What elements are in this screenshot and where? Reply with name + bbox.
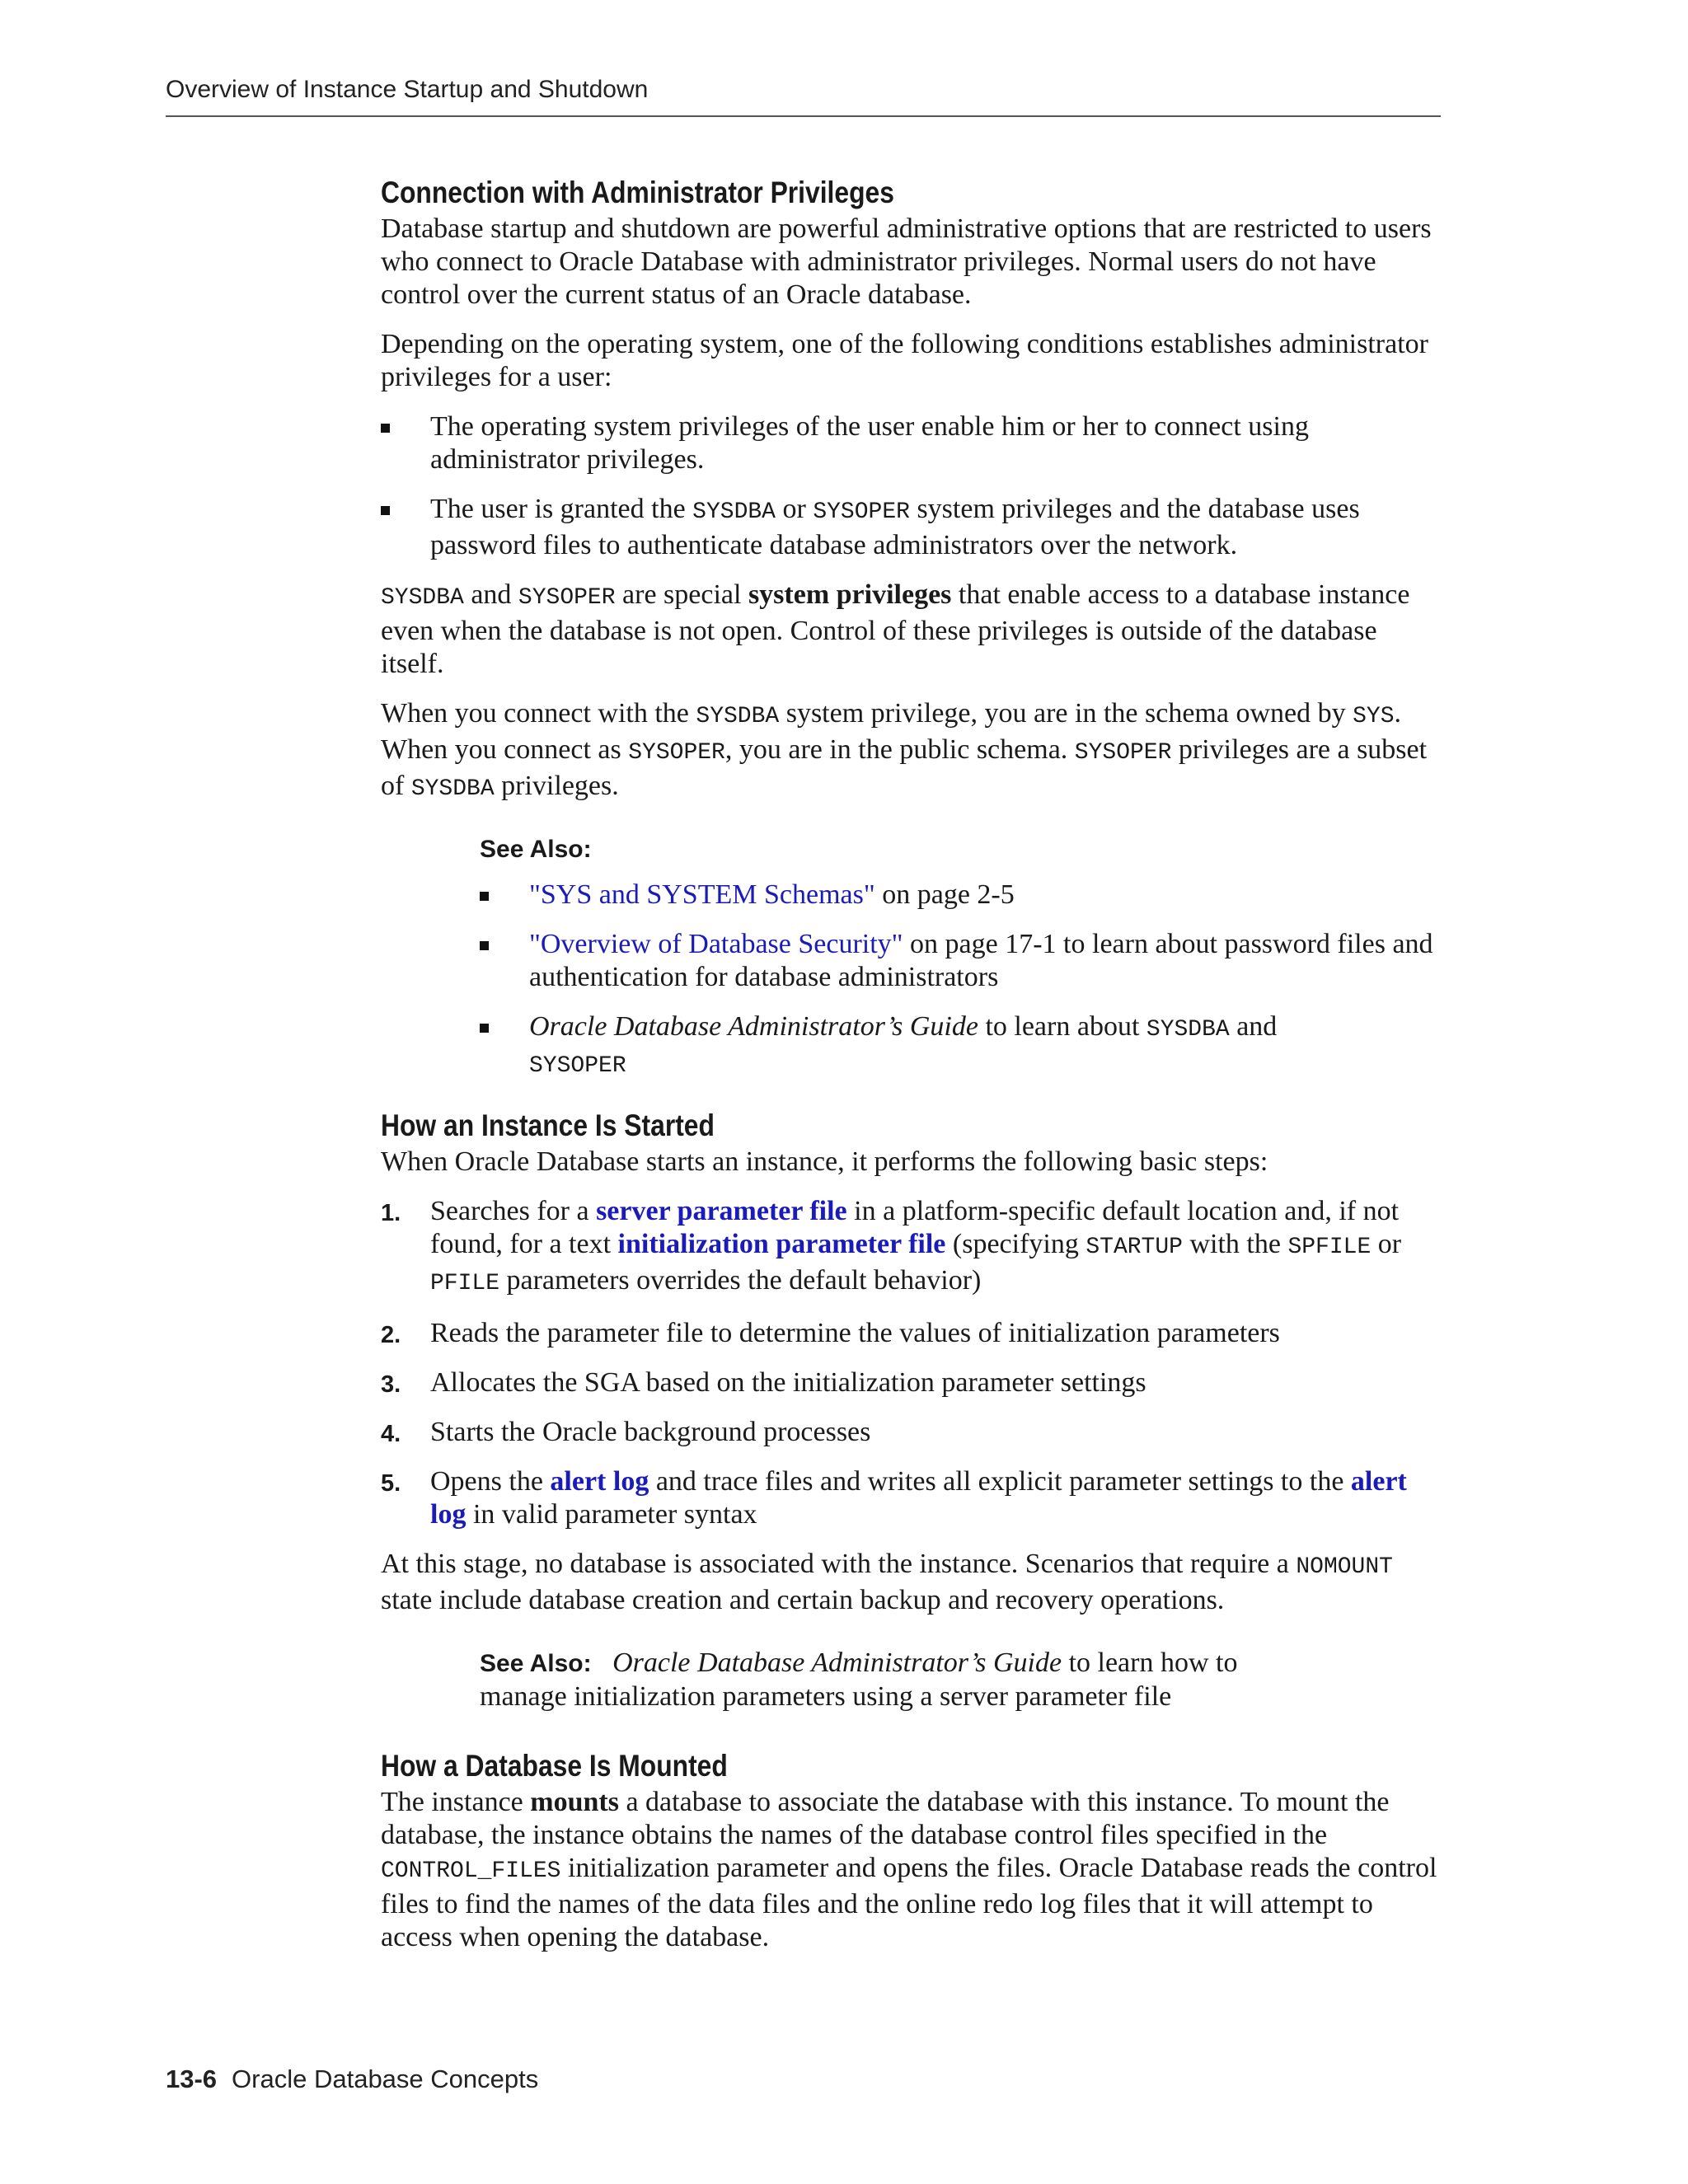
paragraph: At this stage, no database is associated with the instance. Scenarios that require a NOMOUNT state include database creation and certain backup and recovery operations. — [381, 1549, 1393, 1615]
bold-term: mounts — [530, 1787, 619, 1817]
list-item: Oracle Database Administrator’s Guide to learn about SYSDBA and SYSOPER — [480, 1010, 1444, 1083]
list-item: 2. Reads the parameter file to determine the values of initialization parameters — [381, 1318, 1280, 1348]
page-footer — [166, 2064, 538, 2094]
list-item: 5. Opens the alert log and trace files and writes all explicit parameter settings to the alert log in valid parameter syntax — [381, 1466, 1407, 1530]
bold-term: system privileges — [748, 579, 952, 610]
see-also-label: See Also: — [480, 836, 592, 863]
list-item: "Overview of Database Security" on page 17-1 to learn about password files and authentication for database administrators — [480, 928, 1444, 994]
square-bullet-icon — [480, 1024, 489, 1033]
square-bullet-icon — [480, 892, 489, 901]
section-heading-instance-started: How an Instance Is Started — [381, 1108, 715, 1142]
list-item: "SYS and SYSTEM Schemas" on page 2-5 — [480, 879, 1444, 912]
numbered-list — [381, 1195, 1444, 1531]
book-title: Oracle Database Concepts — [232, 2064, 539, 2093]
square-bullet-icon — [381, 424, 390, 433]
paragraph: SYSDBA and SYSOPER are special system privileges that enable access to a database instance even when the database is not open. Control of these privileges is outside of the database itself. — [381, 579, 1410, 679]
paragraph: Database startup and shutdown are powerful administrative options that are restricted to users who connect to Oracle Database with administrator privileges. Normal users do not have control over the current status of an Oracle database. — [381, 213, 1432, 310]
section-heading-admin-privileges: Connection with Administrator Privileges — [381, 176, 894, 209]
list-item: 1. Searches for a server parameter file in a platform-specific default location and, if not found, for a text initialization parameter file (specifying STARTUP with the SPFILE or PFILE parameters overrides the default behavior) — [381, 1196, 1402, 1296]
paragraph: The instance mounts a database to associate the database with this instance. To mount the database, the instance obtains the names of the database control files specified in the CONTROL_FILES initialization parameter and opens the files. Oracle Database reads the control files to find the names of the data files and the online redo log files that it will attempt to access when opening the database. — [381, 1787, 1437, 1952]
square-bullet-icon — [480, 941, 489, 950]
see-also-note: See Also: Oracle Database Administrator’s Guide to learn how to manage initialization parameters using a server parameter file — [480, 1647, 1238, 1712]
initialization-parameter-file-link[interactable]: initialization parameter file — [617, 1229, 946, 1259]
see-also-list — [480, 879, 1444, 1083]
list-item: 4. Starts the Oracle background processes — [381, 1417, 871, 1447]
list-item: The user is granted the SYSDBA or SYSOPER system privileges and the database uses password files to authenticate database administrators over the network. — [381, 493, 1444, 562]
bullet-list — [381, 410, 1444, 562]
header-rule — [166, 115, 1441, 117]
list-item: The operating system privileges of the user enable him or her to connect using administrator privileges. — [381, 410, 1444, 476]
see-also-box — [480, 1647, 1304, 1713]
see-also-label: See Also: — [480, 1650, 592, 1677]
paragraph: Depending on the operating system, one of the following conditions establishes administrator privileges for a user: — [381, 329, 1428, 392]
page-number: 13-6 — [166, 2064, 218, 2093]
square-bullet-icon — [381, 506, 390, 515]
section-heading-database-mounted: How a Database Is Mounted — [381, 1749, 728, 1783]
paragraph: When you connect with the SYSDBA system privilege, you are in the schema owned by SYS. When you connect as SYSOPER, you are in the public schema. SYSOPER privileges are a subset of SYSDBA privileges. — [381, 698, 1428, 802]
sys-system-schemas-link[interactable]: "SYS and SYSTEM Schemas" — [529, 879, 875, 910]
alert-log-link[interactable]: alert log — [550, 1466, 649, 1497]
running-header: Overview of Instance Startup and Shutdown — [166, 76, 649, 103]
alert-log-link[interactable]: alert log — [430, 1466, 1407, 1530]
main-content — [381, 173, 1444, 1971]
server-parameter-file-link[interactable]: server parameter file — [596, 1196, 847, 1226]
database-security-link[interactable]: "Overview of Database Security" — [529, 929, 903, 959]
list-item: 3. Allocates the SGA based on the initialization parameter settings — [381, 1367, 1146, 1398]
paragraph: When Oracle Database starts an instance, it performs the following basic steps: — [381, 1146, 1268, 1177]
see-also-box — [480, 836, 1444, 1083]
